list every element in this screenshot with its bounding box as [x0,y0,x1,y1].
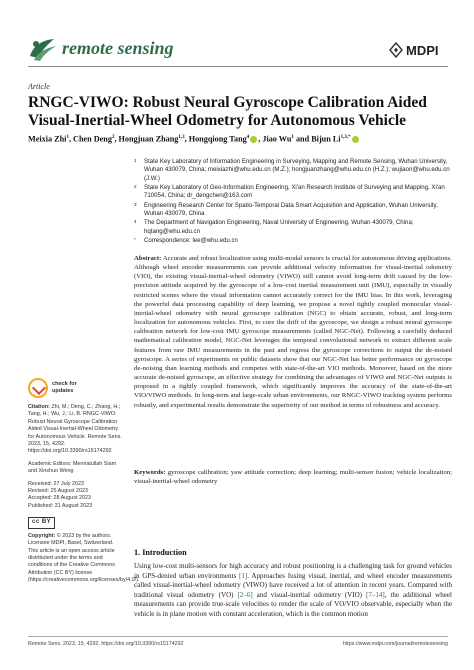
affiliation-number: 1 [134,158,137,163]
affiliation-number: 2 [134,184,137,190]
affiliation-text: The Department of Navigation Engineering, Naval University of Engineering, Wuhan 430079, China; hqtang@whu.edu.cn [144,219,414,235]
author-separator: , [68,134,74,144]
author-affiliation-mark: 4 [246,135,250,140]
mdpi-logo-icon [388,40,448,60]
journal-name: remote sensing [62,38,174,58]
author-name: Jiao Wu [262,134,292,144]
academic-editors: Academic Editors: Mennatullah Siam and Xinshuo Weng [28,460,117,475]
affiliation-item [134,237,452,245]
accepted-date: Accepted: 28 August 2023 [28,495,91,502]
citation-text[interactable]: Zhi, M.; Deng, C.; Zhang, H.; Tang, H.; Wu, J.; Li, B. RNGC-VIWO: Robust Neural Gyroscope Calibration Aided Visual-Inertial-Wheel Odometry for Autonomous Vehicle. Remote Sens. 2023, 15, 4292. https://doi.org/10.3390/rs15174292 [28,404,122,455]
author-name: Bijun Li [311,134,341,144]
author-list [28,132,458,145]
journal-header [28,36,448,64]
affiliation-item [134,202,452,219]
affiliation-item [134,184,452,201]
author-separator: and [293,134,312,144]
affiliation-item [134,158,452,183]
affiliation-number: * [134,236,136,242]
author-separator: , [258,134,263,144]
author-name: Chen Deng [73,134,112,144]
author-name: Hongjuan Zhang [118,134,179,144]
affiliation-text: State Key Laboratory of Geo-Information Engineering, Xi'an Research Institute of Surveying and Mapping, Xi'an 710054, China; dr_dengchen@163.com [144,184,445,200]
intro-text-1: Using low-cost multi-sensors for high accuracy and robust positioning is a challenging task for ground vehicles in GPS-denied urban environments [134,562,452,580]
intro-text-2: . Approaches fusing visual, inertial, and wheel encoder measurements called visual-inertial-wheel odometry (VIWO) have received a lot of attention in recent years. Compared with traditional visual odometry (VO) [134,571,452,599]
author-affiliation-mark: 1 [66,135,69,140]
citation-block [28,404,124,456]
orcid-icon[interactable] [352,136,359,143]
footer-citation[interactable]: Remote Sens. 2023, 15, 4292. https://doi.org/10.3390/rs15174292 [28,641,184,647]
intro-text-3: and visual-inertial odometry (VIO) [252,590,366,599]
affiliation-text: Engineering Research Center for Spatio-Temporal Data Smart Acquisition and Application, Wuhan University, Wuhan 430079, China [144,201,438,218]
keywords [134,468,452,486]
citation-link-2[interactable]: [2–6] [237,590,253,599]
copyright-block [28,532,140,585]
affiliation-item [134,219,452,236]
abstract [134,254,452,410]
author-affiliation-mark: 1,3 [178,135,185,140]
author-affiliation-mark: 1,3,* [340,135,351,140]
publisher-name: MDPI [406,43,439,58]
affiliation-list [134,158,452,246]
author-affiliation-mark: 1 [291,135,294,140]
citation-link-1[interactable]: [1] [239,571,248,580]
footer-journal-url[interactable]: https://www.mdpi.com/journal/remotesensing [342,641,448,647]
affiliation-number: 3 [134,201,137,207]
header-divider [28,66,448,67]
author-separator: , [114,134,119,144]
keywords-label: Keywords: [134,469,166,476]
received-date: Received: 27 July 2023 [28,480,85,487]
affiliation-text: State Key Laboratory of Information Engineering in Surveying, Mapping and Remote Sensing, Wuhan University, Wuhan 430079, China; meixiazhi@whu.edu.cn (M.Z.); hongjuanzhang@whu.edu.cn (H.Z.); wujiaon@whu.edu.cn (J.W.) [144,158,450,182]
affiliation-number: 4 [134,219,137,225]
citation-label: Citation: [28,404,50,410]
intro-text-4: , the additional wheel measurements can provide true-scale velocities to render the scale of VO/VIO observable, especially when the vehicle is in plane motion with constant acceleration, which is the common motion [134,590,452,618]
cc-by-license-icon[interactable]: cc BY [28,517,55,528]
introduction-text [134,562,452,620]
affiliation-text: Correspondence: lee@whu.edu.cn [144,236,238,244]
author-name: Hongqiong Tang [188,134,247,144]
copyright-text: © 2023 by the authors. Licensee MDPI, Basel, Switzerland. This article is an open access article distributed under the terms and conditions of the Creative Commons Attribution (CC BY) license (https://creativecommons.org/licenses/by/4.0/). [28,532,140,584]
published-date: Published: 31 August 2023 [28,502,93,509]
article-sidebar [28,378,140,590]
section-heading-introduction: 1. Introduction [134,548,187,557]
abstract-text: Accurate and robust localization using multi-modal sensors is crucial for autonomous driving applications. Although wheel encoder measurements can provide additional velocity information for visual-inertial odometry (VIO), the existing visual-inertial-wheel odometry (VIWO) still cannot avoid long-term drift caused by the low-precision attitude acquired by the gyroscope of a low-cost inertial measurement unit (IMU), especially in visually restricted scenes where the visual information cannot accurately correct for the IMU bias. In this work, leveraging the powerful data processing capability of deep learning, we propose a novel tightly coupled monocular visual-inertial-wheel odometry with neural gyroscope calibration (NGC) to obtain accurate, robust, and long-term localization for autonomous vehicles. First, to cure the drift of the gyroscope, we design a robust neural gyroscope calibration network for low-cost IMU gyroscope measurements (called NGC-Net). Following a carefully deduced mathematical calibration model, NGC-Net leverages the temporal convolutional network to extract different scale features from raw IMU measurements in the past and regress the gyroscope corrections to output the de-noised gyroscope. A series of experiments on public datasets show that our NGC-Net has better performance on gyroscope de-noising than learning methods and competes with state-of-the-art VIO methods. Moreover, based on the more accurate de-noised gyroscope, an effective strategy for combining the advantages of VIWO and NGC-Net outputs is proposed in a tightly coupled framework, which significantly improves the accuracy of the state-of-the-art VIO/VIWO methods. In long-term and large-scale urban environments, our RNGC-VIWO tracking system performs robustly, and experimental results demonstrate the superiority of our method in terms of robustness and accuracy. [134,255,452,409]
paper-title: RNGC-VIWO: Robust Neural Gyroscope Calibration Aided Visual-Inertial-Wheel Odometry for Autonomous Vehicle [28,94,427,129]
orcid-icon[interactable] [250,136,257,143]
abstract-label: Abstract: [134,255,162,262]
check-updates-label: check for updates [52,381,77,394]
author-affiliation-mark: 2 [111,135,115,140]
citation-link-3[interactable]: [7–14] [365,590,385,599]
article-type: Article [28,82,50,91]
check-updates-icon [28,378,48,398]
footer-divider [28,636,448,637]
author-name: Meixia Zhi [28,134,67,144]
copyright-label: Copyright: [28,532,56,539]
check-for-updates-button[interactable] [28,378,88,400]
author-separator: , [184,134,189,144]
revised-date: Revised: 25 August 2023 [28,488,88,495]
keywords-text: gyroscope calibration; yaw attitude correction; deep learning; multi-sensor fusion; vehicle localization; visual-inertial-wheel odometry [134,469,452,486]
journal-logo-icon [28,36,58,62]
